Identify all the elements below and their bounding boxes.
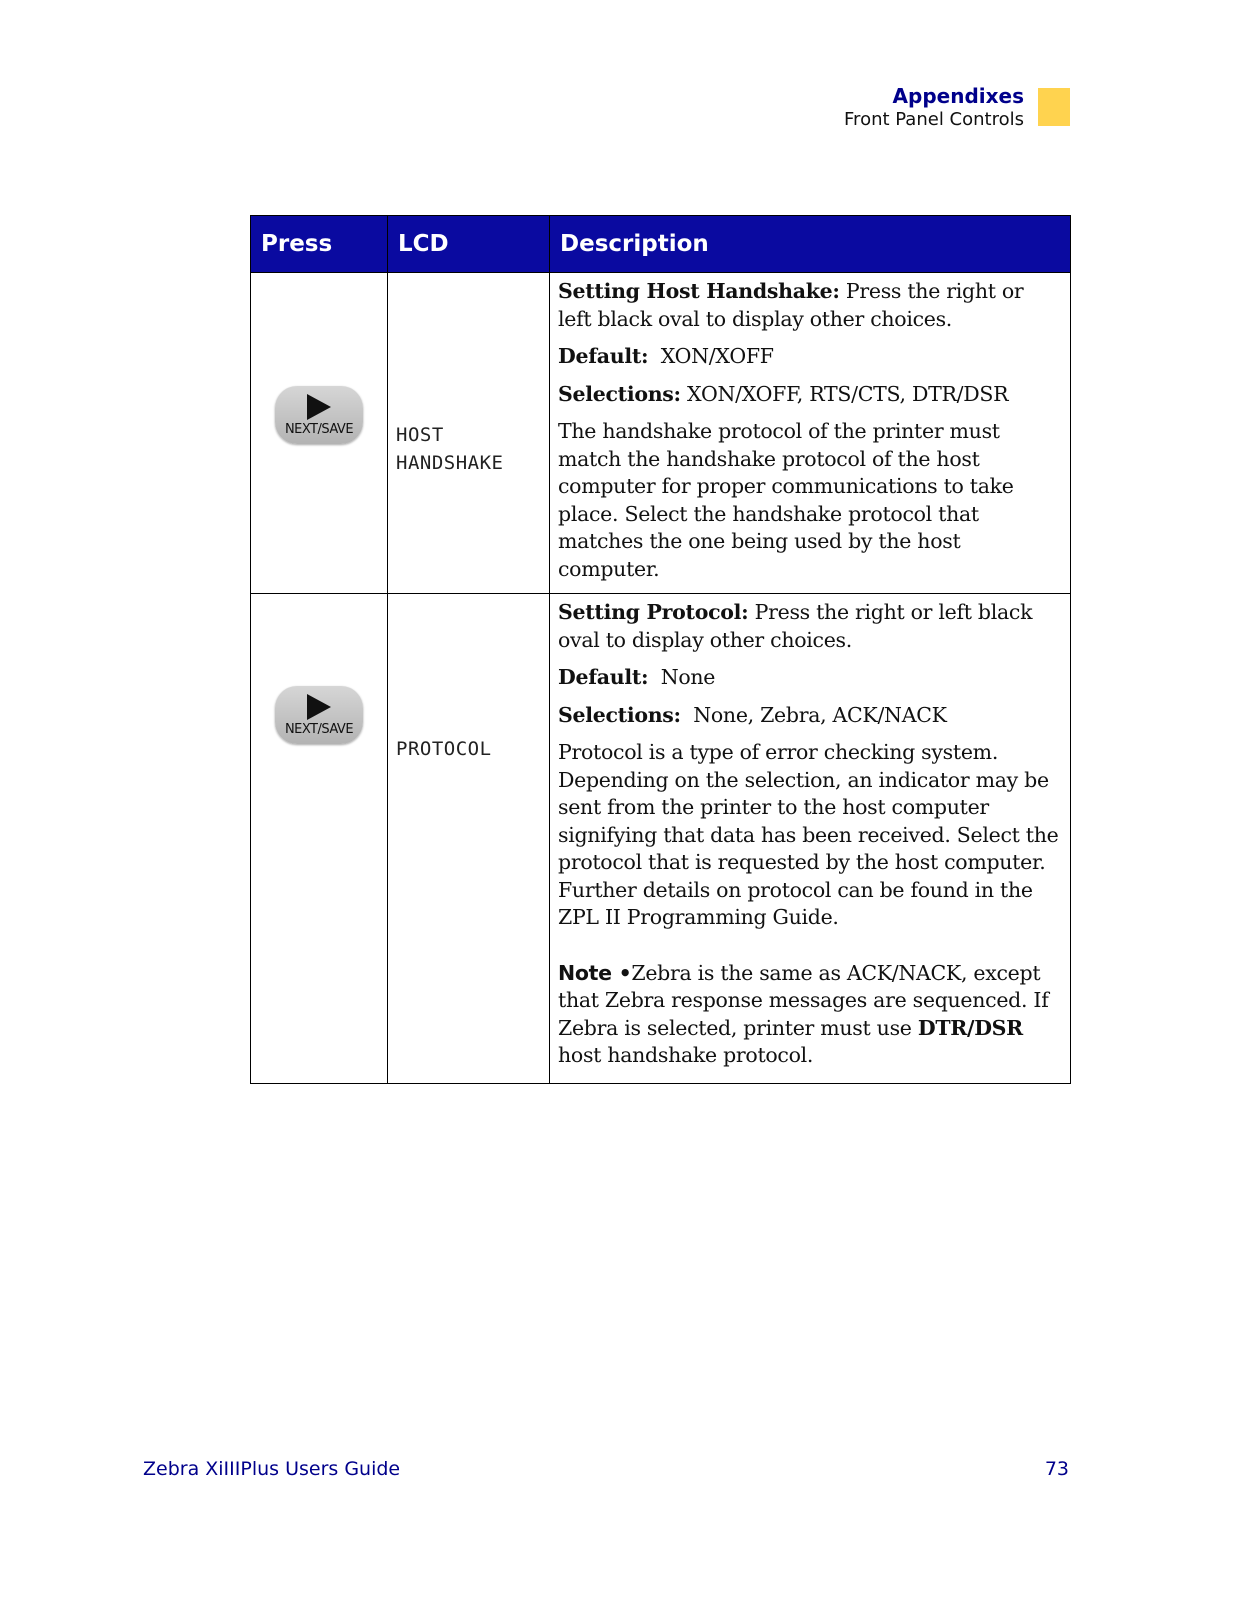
default-value: None — [648, 665, 716, 689]
default-line — [558, 343, 1060, 371]
lcd-text: PROTOCOL — [396, 738, 492, 760]
front-panel-table — [250, 215, 1071, 1084]
lcd-text: HANDSHAKE — [396, 452, 504, 474]
selections-line — [558, 702, 1060, 730]
default-label: Default: — [558, 665, 649, 689]
header-lcd: LCD — [388, 216, 550, 273]
table-row — [251, 273, 1071, 594]
selections-value: XON/XOFF, RTS/CTS, DTR/DSR — [680, 381, 1009, 406]
selections-value: None, Zebra, ACK/NACK — [680, 702, 947, 727]
lcd-text: HOST — [396, 424, 444, 446]
setting-title: Setting Host Handshake: — [558, 279, 840, 303]
press-cell — [251, 594, 388, 1084]
note-text: Zebra is the same as ACK/NACK, except that Zebra response messages are sequenced. If Zebra is selected, printer must use — [558, 960, 1049, 1040]
default-line — [558, 664, 1060, 692]
setting-instructions: Press the right or left black oval to display other choices. — [558, 279, 1024, 331]
selections-label: Selections: — [558, 381, 681, 406]
press-cell — [251, 273, 388, 594]
description-cell — [550, 594, 1071, 1084]
button-label: NEXT/SAVE — [284, 421, 354, 437]
header-description: Description — [550, 216, 1071, 273]
section-tab-marker — [1038, 88, 1070, 126]
header-press: Press — [251, 216, 388, 273]
next-save-button — [275, 386, 363, 444]
header-subsection: Front Panel Controls — [844, 109, 1024, 130]
note-label: Note • — [558, 960, 632, 985]
description-body: Protocol is a type of error checking system. Depending on the selection, an indicator may be sent from the printer to the host computer signifying that data has been received. Select the protocol that is requested by the host computer. Further details on protocol can be found in the ZPL II Programming Guide. — [558, 740, 1059, 929]
setting-title: Setting Protocol: — [558, 600, 749, 624]
description-intro — [558, 278, 1060, 333]
lcd-cell — [388, 594, 550, 1084]
setting-instructions: Press the right or left black oval to display other choices. — [558, 600, 1033, 652]
selections-label: Selections: — [558, 702, 681, 727]
header-section: Appendixes — [892, 84, 1024, 108]
default-value: XON/XOFF — [648, 344, 774, 368]
footer-title: Zebra XiIIIPlus Users Guide — [143, 1458, 401, 1480]
selections-line — [558, 381, 1060, 409]
description-cell — [550, 273, 1071, 594]
running-header — [844, 84, 1024, 132]
next-save-button — [275, 686, 363, 744]
note-text-end: host handshake protocol. — [558, 1043, 814, 1067]
default-label: Default: — [558, 344, 649, 368]
lcd-cell — [388, 273, 550, 594]
play-arrow-icon — [307, 394, 331, 420]
note-bold: DTR/DSR — [917, 1015, 1023, 1040]
description-body: The handshake protocol of the printer must match the handshake protocol of the host computer for proper communications to take place. Select the handshake protocol that matches the one being used by the host computer. — [558, 419, 1014, 581]
table-row — [251, 594, 1071, 1084]
button-label: NEXT/SAVE — [284, 721, 354, 737]
note — [558, 960, 1060, 1070]
play-arrow-icon — [307, 694, 331, 720]
description-intro — [558, 599, 1060, 654]
table-header-row — [251, 216, 1071, 273]
page-number: 73 — [1044, 1458, 1069, 1480]
